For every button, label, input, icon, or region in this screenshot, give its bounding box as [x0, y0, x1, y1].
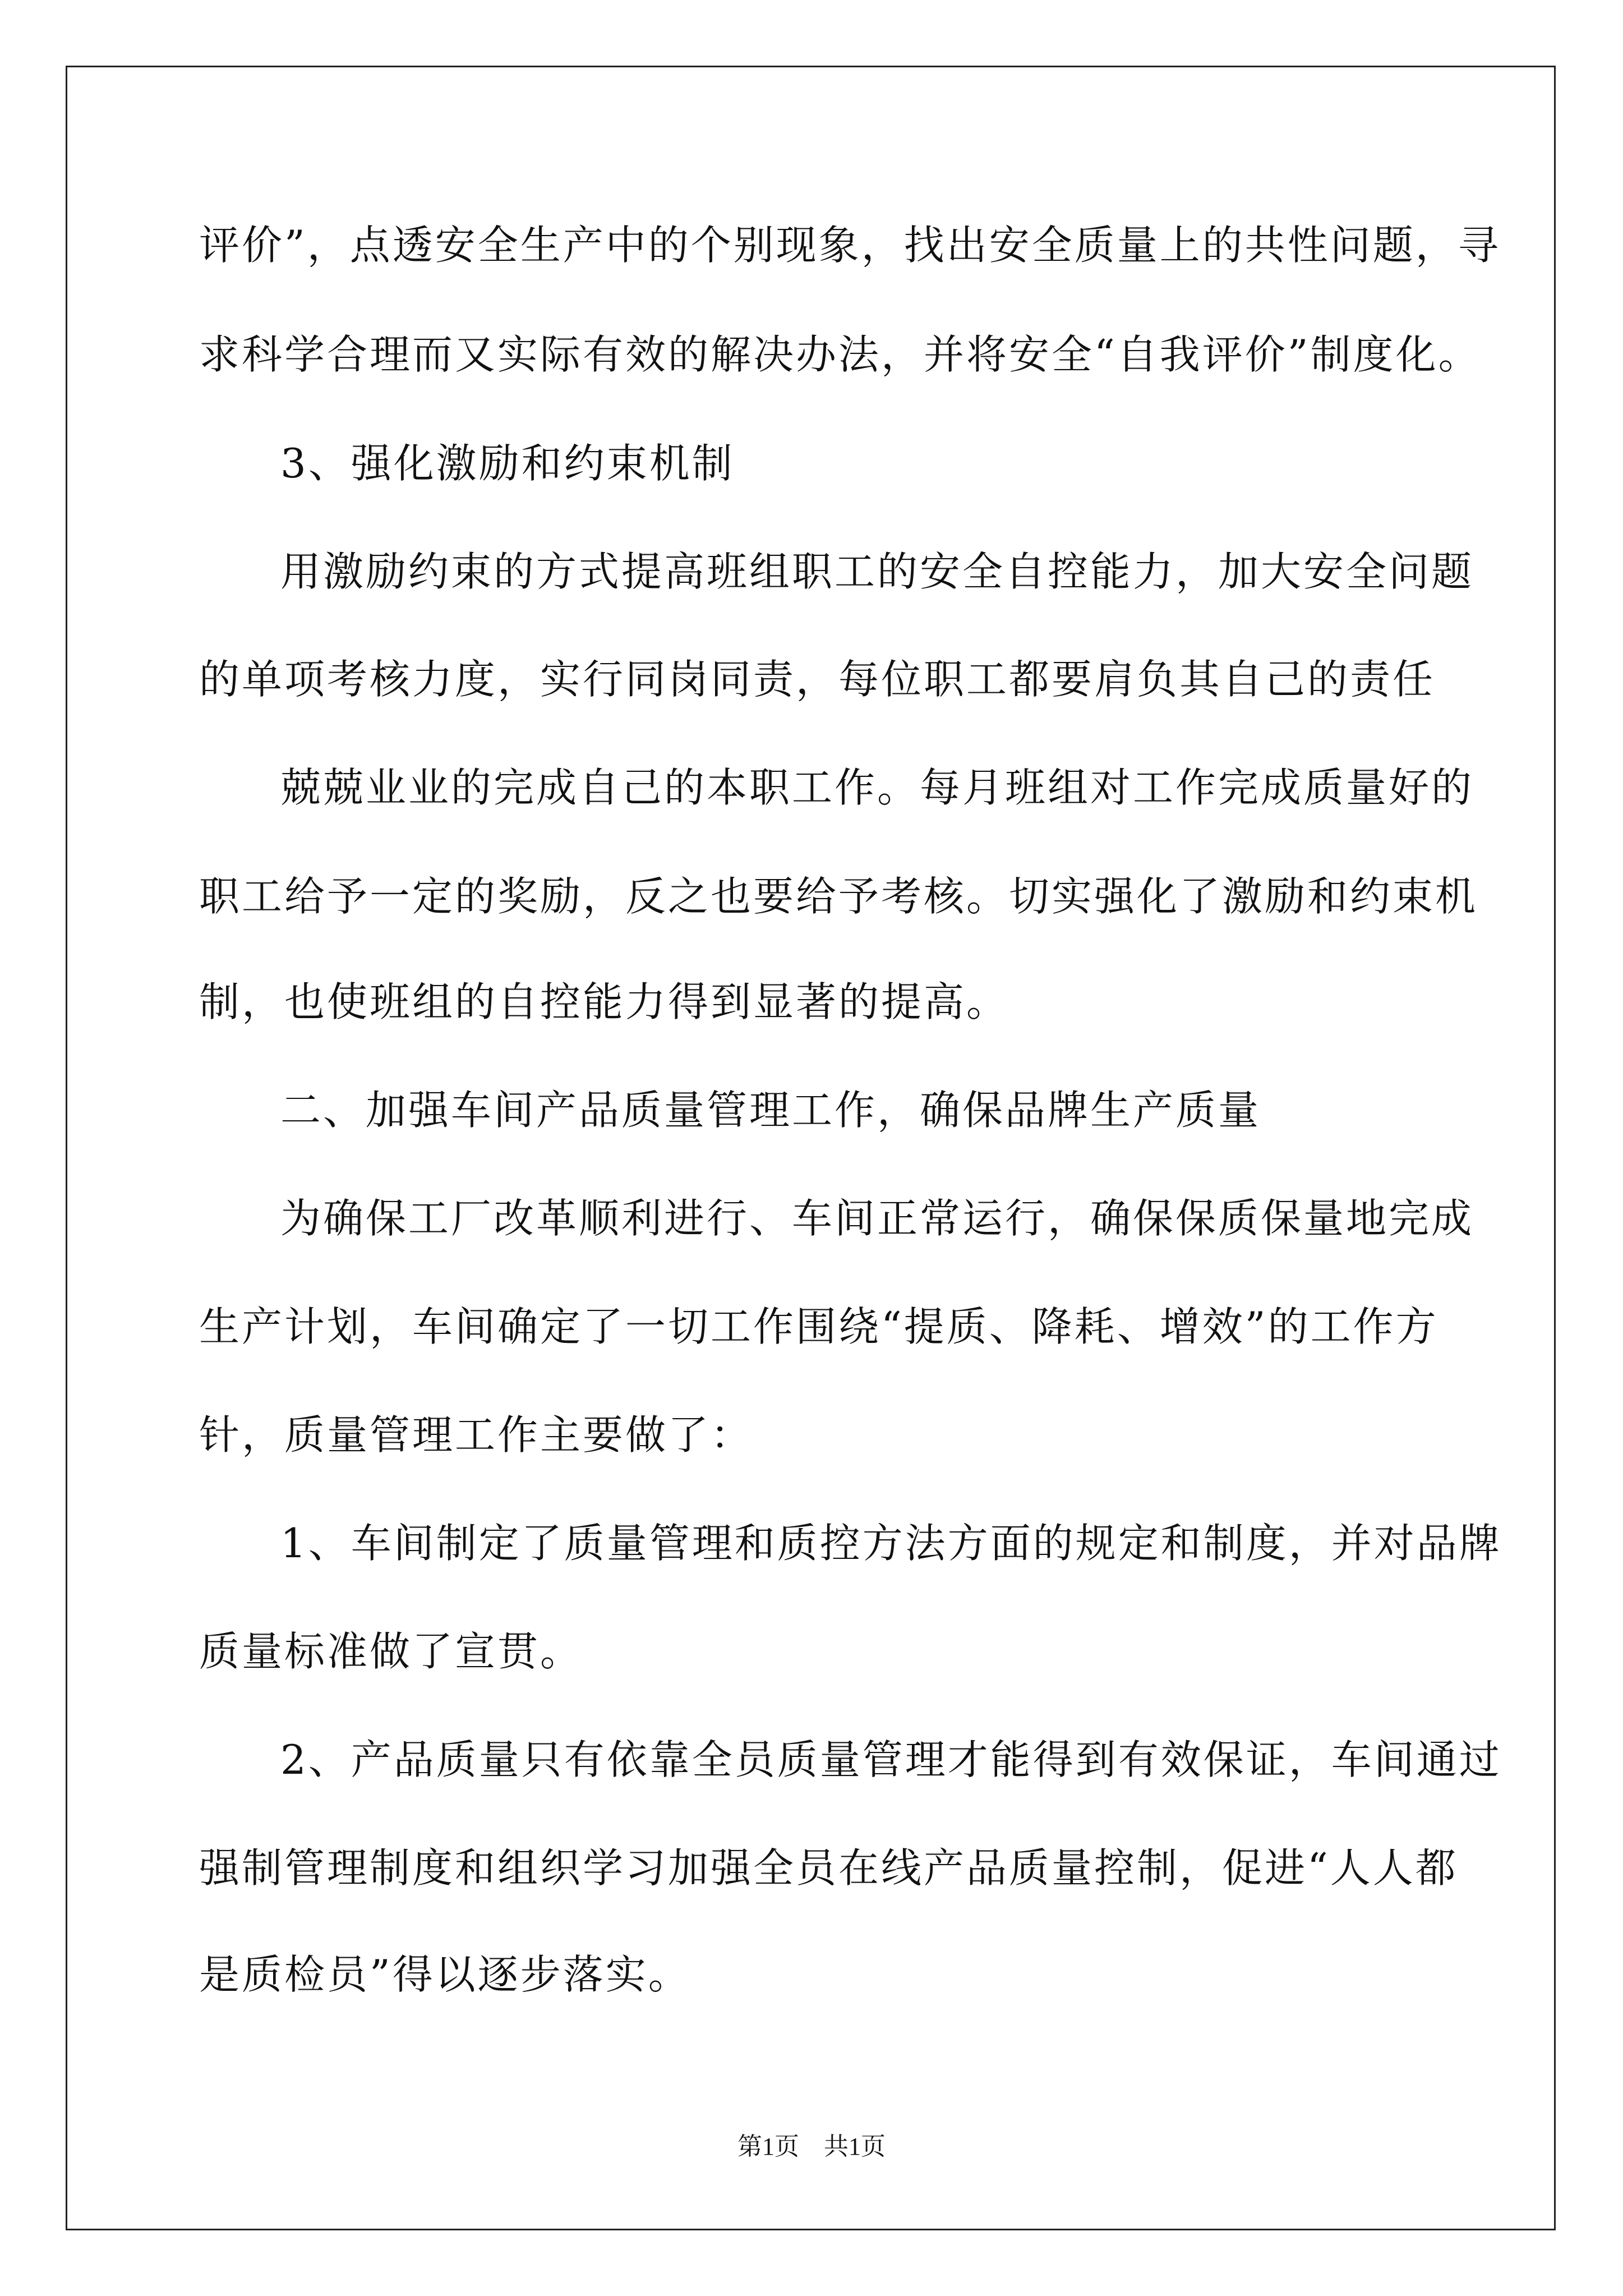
text-line: 制，也使班组的自控能力得到显著的提高。 — [199, 978, 1009, 1025]
text-line: 质量标准做了宣贯。 — [199, 1628, 583, 1675]
text-line: 2、产品质量只有依靠全员质量管理才能得到有效保证，车间通过 — [280, 1736, 1502, 1783]
text-line: 用激励约束的方式提高班组职工的安全自控能力，加大安全问题 — [280, 548, 1474, 595]
text-line: 职工给予一定的奖励，反之也要给予考核。切实强化了激励和约束机 — [199, 873, 1478, 920]
text-line: 是质检员”得以逐步落实。 — [199, 1951, 691, 1998]
page-border — [66, 66, 1556, 2230]
section-heading: 二、加强车间产品质量管理工作，确保品牌生产质量 — [280, 1087, 1261, 1134]
page-footer: 第1页 共1页 — [737, 2133, 886, 2160]
text-line: 的单项考核力度，实行同岗同责，每位职工都要肩负其自己的责任 — [199, 656, 1436, 703]
text-line: 生产计划，车间确定了一切工作围绕“提质、降耗、增效”的工作方 — [199, 1303, 1438, 1350]
text-line: 求科学合理而又实际有效的解决办法，并将安全“自我评价”制度化。 — [199, 331, 1481, 378]
text-line: 强制管理制度和组织学习加强全员在线产品质量控制，促进“人人都 — [199, 1844, 1458, 1892]
text-line: 评价”，点透安全生产中的个别现象，找出安全质量上的共性问题，寻 — [199, 222, 1501, 269]
text-line: 为确保工厂改革顺利进行、车间正常运行，确保保质保量地完成 — [280, 1195, 1474, 1242]
section-heading: 3、强化激励和约束机制 — [280, 440, 735, 487]
text-line: 兢兢业业的完成自己的本职工作。每月班组对工作完成质量好的 — [280, 764, 1474, 811]
text-line: 针，质量管理工作主要做了： — [199, 1411, 754, 1458]
text-line: 1、车间制定了质量管理和质控方法方面的规定和制度，并对品牌 — [280, 1520, 1502, 1567]
